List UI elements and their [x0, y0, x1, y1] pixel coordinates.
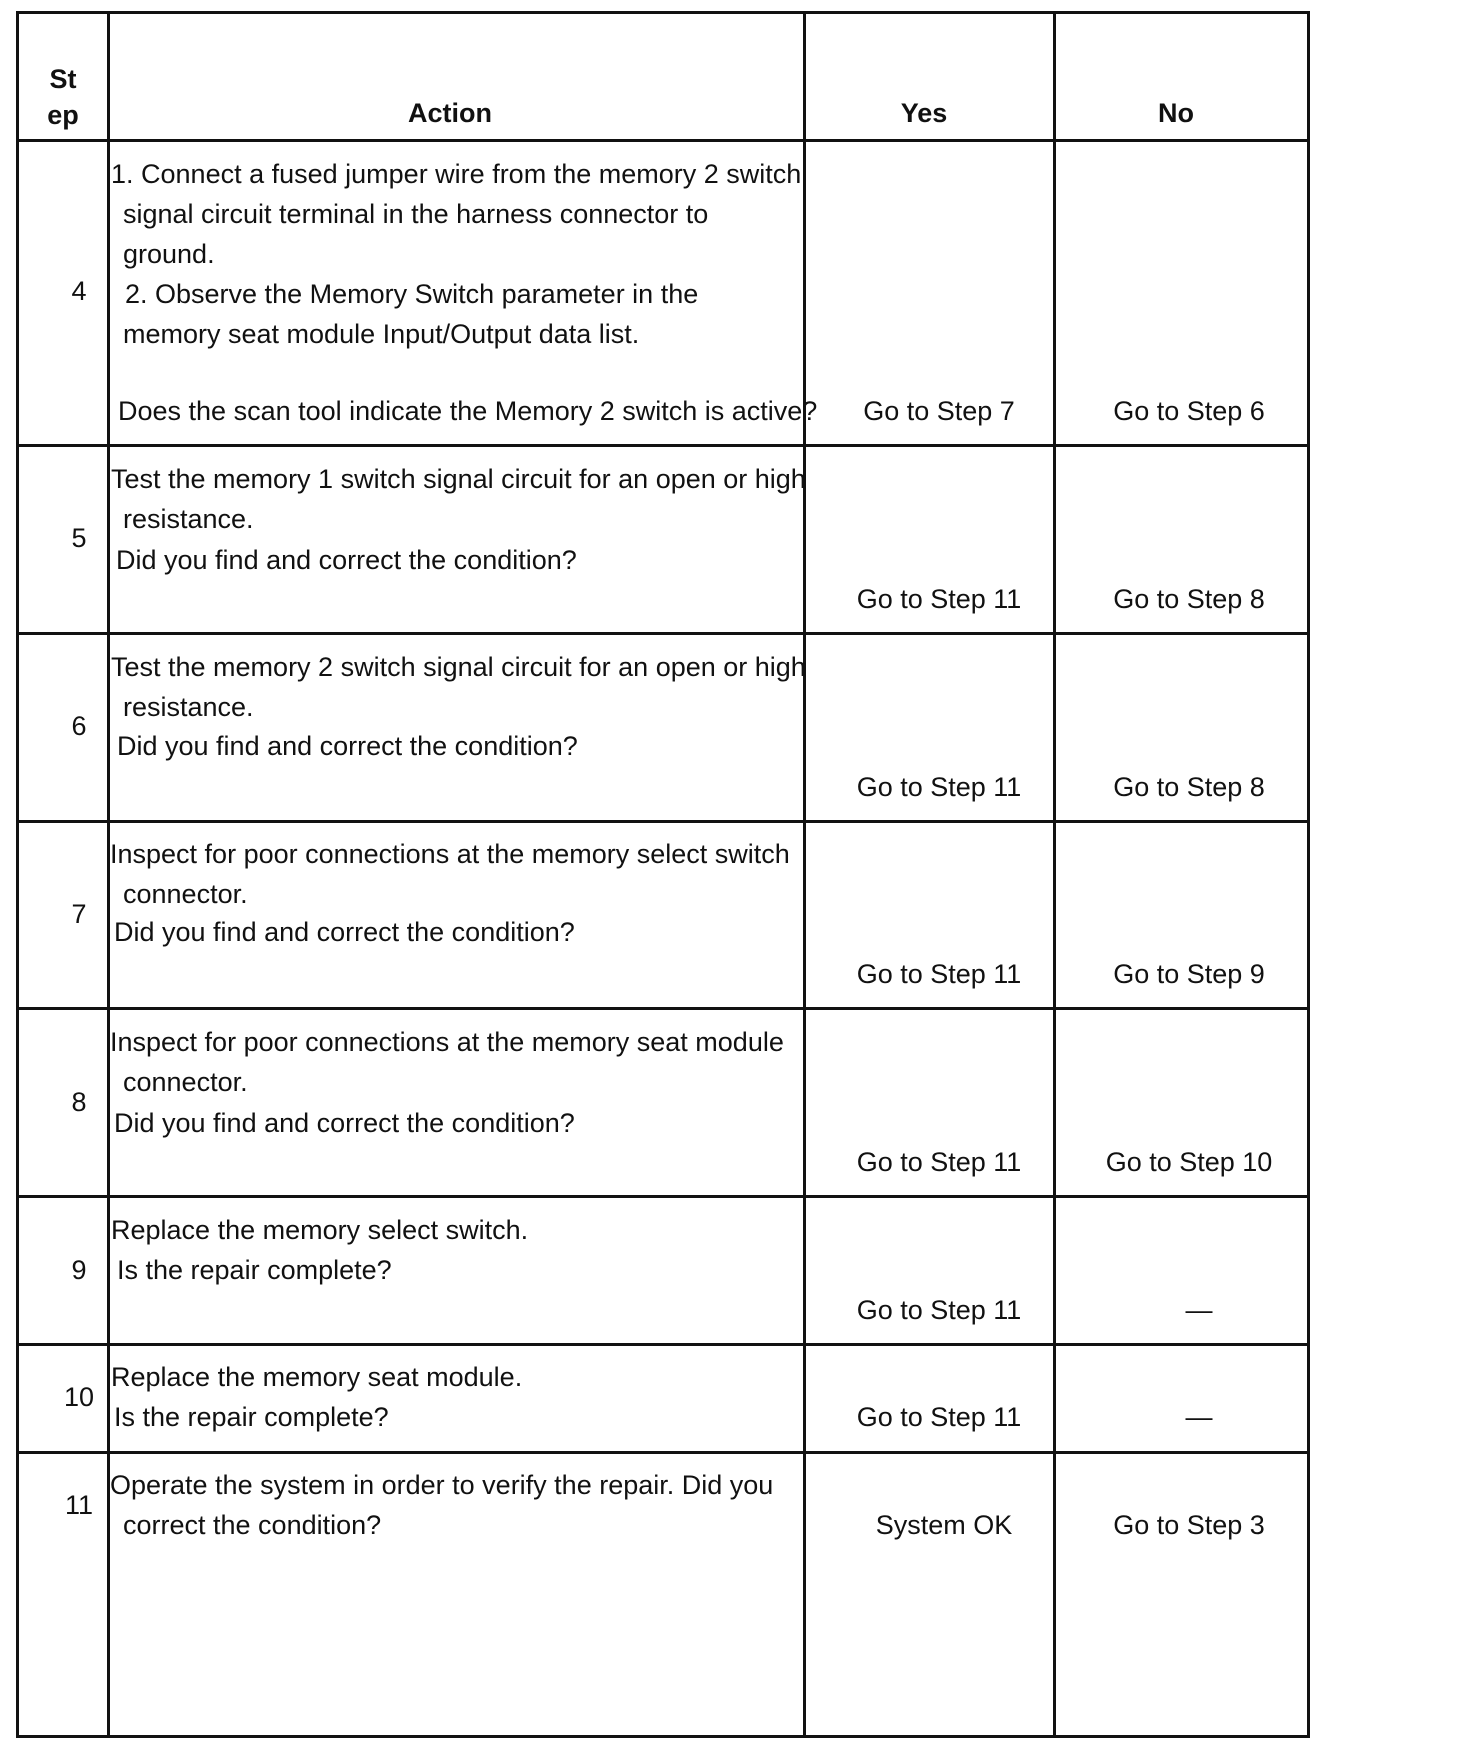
action-line: correct the condition?: [123, 1510, 382, 1540]
header-no: No: [1158, 98, 1194, 128]
step-number: 7: [71, 899, 87, 929]
action-line: resistance.: [123, 504, 254, 534]
action-line: resistance.: [123, 692, 254, 722]
yes-result: Go to Step 11: [856, 772, 1022, 802]
row-divider: [16, 1451, 1310, 1454]
header-yes: Yes: [900, 98, 948, 128]
action-line: signal circuit terminal in the harness connector to: [123, 199, 709, 229]
no-result: Go to Step 8: [1113, 584, 1265, 614]
step-number: 5: [71, 523, 87, 553]
action-question: Does the scan tool indicate the Memory 2 switch is active?: [118, 396, 818, 426]
no-result: Go to Step 9: [1113, 959, 1265, 989]
no-result: Go to Step 6: [1113, 396, 1265, 426]
action-line: Replace the memory seat module.: [111, 1362, 523, 1392]
action-line: memory seat module Input/Output data list.: [123, 319, 640, 349]
row-divider: [16, 139, 1310, 142]
table-border-right: [1307, 12, 1310, 1737]
action-line: Inspect for poor connections at the memory seat module: [110, 1027, 784, 1057]
no-result: Go to Step 3: [1113, 1510, 1265, 1540]
table-border-left: [16, 12, 19, 1737]
action-line: connector.: [123, 1067, 248, 1097]
no-result: —: [1185, 1402, 1213, 1432]
yes-result: Go to Step 7: [863, 396, 1015, 426]
header-step-line2: ep: [47, 100, 79, 130]
action-question: Did you find and correct the condition?: [114, 917, 575, 947]
header-step-line1: St: [49, 64, 77, 94]
yes-result: Go to Step 11: [856, 959, 1022, 989]
action-line: Operate the system in order to verify the repair. Did you: [110, 1470, 774, 1500]
action-line: ground.: [123, 239, 215, 269]
table-border-top: [16, 11, 1310, 14]
action-question: Did you find and correct the condition?: [117, 731, 578, 761]
action-line: Test the memory 1 switch signal circuit for an open or high: [111, 464, 806, 494]
no-result: —: [1185, 1295, 1213, 1325]
step-number: 4: [71, 276, 87, 306]
step-number: 11: [64, 1490, 94, 1520]
action-question: Did you find and correct the condition?: [116, 545, 577, 575]
action-line: Inspect for poor connections at the memory select switch: [110, 839, 790, 869]
step-number: 6: [71, 711, 87, 741]
step-number: 10: [63, 1382, 95, 1412]
row-divider: [16, 1195, 1310, 1198]
yes-result: System OK: [875, 1510, 1013, 1540]
action-line: connector.: [123, 879, 248, 909]
yes-result: Go to Step 11: [856, 1295, 1022, 1325]
row-divider: [16, 444, 1310, 447]
column-divider-yes: [1053, 12, 1056, 1737]
no-result: Go to Step 8: [1113, 772, 1265, 802]
action-line: 1. Connect a fused jumper wire from the memory 2 switch: [111, 159, 802, 189]
step-number: 9: [71, 1255, 87, 1285]
action-line: Replace the memory select switch.: [111, 1215, 529, 1245]
row-divider: [16, 1007, 1310, 1010]
yes-result: Go to Step 11: [856, 1147, 1022, 1177]
table-border-bottom: [16, 1735, 1310, 1738]
action-question: Is the repair complete?: [117, 1255, 392, 1285]
step-number: 8: [71, 1087, 87, 1117]
column-divider-action: [803, 12, 806, 1737]
yes-result: Go to Step 11: [856, 1402, 1022, 1432]
action-line: 2. Observe the Memory Switch parameter in the: [125, 279, 699, 309]
row-divider: [16, 820, 1310, 823]
action-question: Did you find and correct the condition?: [114, 1108, 575, 1138]
row-divider: [16, 632, 1310, 635]
yes-result: Go to Step 11: [856, 584, 1022, 614]
row-divider: [16, 1343, 1310, 1346]
header-action: Action: [408, 98, 492, 128]
action-question: Is the repair complete?: [114, 1402, 389, 1432]
no-result: Go to Step 10: [1105, 1147, 1273, 1177]
action-line: Test the memory 2 switch signal circuit for an open or high: [111, 652, 806, 682]
